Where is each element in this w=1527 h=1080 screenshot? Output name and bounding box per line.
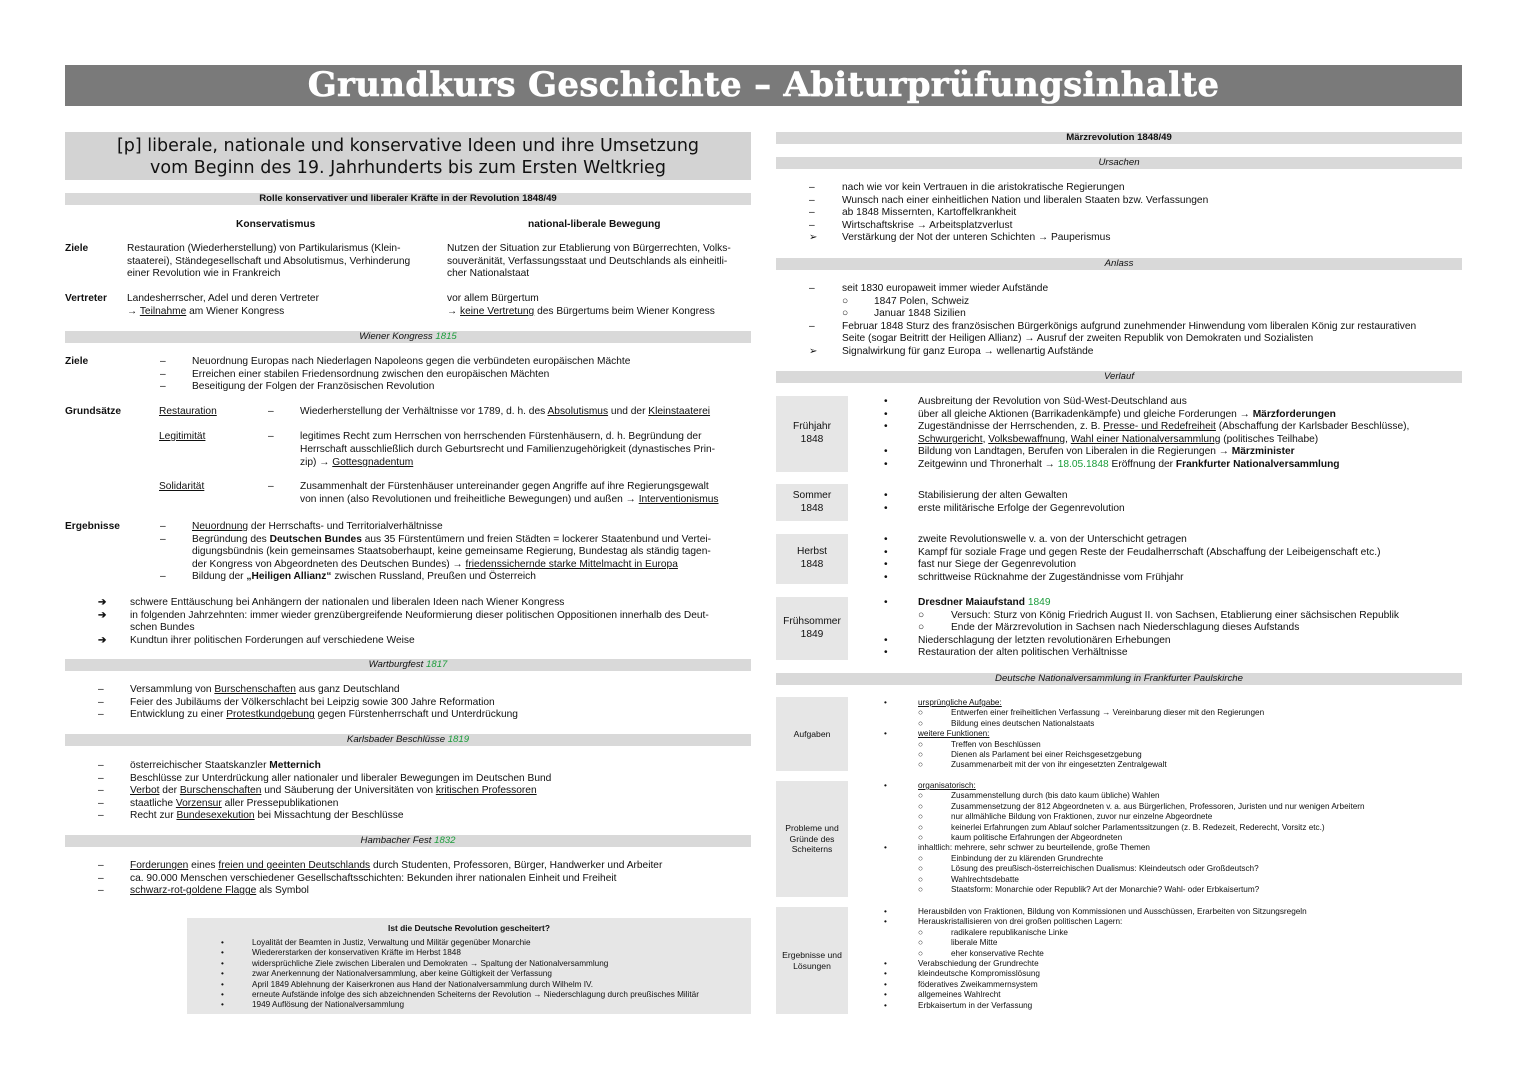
text-line: Restauration (Wiederherstellung) von Partikularismus (Klein- [127, 243, 401, 254]
ergebnis-2b: digungsbündnis (kein gemeinsames Staatsoberhaupt, keine gemeinsame Regierung, Bundestag als ständig tagen- [192, 546, 711, 558]
restauration-text: Wiederherstellung der Verhältnisse vor 1789, d. h. des Absolutismus und der Kleinstaaterei [300, 406, 711, 417]
heading-hambach: Hambacher Fest 1832 [65, 835, 751, 847]
arrow-icon: ➔ [98, 609, 107, 621]
arrow-icon: ➔ [98, 634, 107, 646]
arrow-item-2b: schen Bundes [130, 622, 195, 634]
gescheitert-box: Ist die Deutsche Revolution gescheitert? • Loyalität der Beamten in Justiz, Verwaltung und Militär gegenüber Monarchie • Wiedererstarken der konservativen Kräfte im Herbst 1848 • widersprüchliche Ziele zwischen Liberalen und Demokraten → Spaltung der Nationalversammlung • zwar Anerkennung der Nationalversammlung, aber keine Gültigkeit der Verfassung • April 1849 Ablehnung der Kaiserkronen aus Hand der Nationalversammlung durch Wilhelm IV. • erneute Aufstände infolge des sich abzeichnenden Scheiterns der Revolution → Niederschlagung durch preußisches Militär • 1949 Auflösung der Nationalversammlung [187, 918, 751, 1014]
heading-ursachen: Ursachen [776, 157, 1462, 169]
section-title [65, 132, 751, 180]
karlsbad-1: österreichischer Staatskanzler Metternich [130, 760, 321, 771]
list-item: allgemeines Wahlrecht [918, 990, 1001, 1000]
list-item: Schwurgericht, Volksbewaffnung, Wahl einer Nationalversammlung (politisches Teilhabe) [918, 433, 1319, 445]
list-item: inhaltlich: mehrere, sehr schwer zu beurteilende, große Themen [918, 843, 1150, 853]
list-item: Erbkaisertum in der Verfassung [918, 1000, 1033, 1010]
wartburg-3: Entwicklung zu einer Protestkundgebung gegen Fürstenherrschaft und Unterdrückung [130, 709, 518, 721]
list-item: fast nur Siege der Gegenrevolution [918, 559, 1077, 571]
kons-vertreter: Landesherrscher, Adel und deren Vertreter [127, 293, 319, 304]
list-item: seit 1830 europaweit immer wieder Aufstände [842, 283, 1049, 294]
list-item: Zugeständnisse der Herrschenden, z. B. Presse- und Redefreiheit (Abschaffung der Karlsbader Beschlüsse), [918, 421, 1410, 433]
list-item: widersprüchliche Ziele zwischen Liberalen und Demokraten → Spaltung der Nationalversammlung [252, 958, 609, 968]
arrow-item-3: Kundtun ihrer politischen Forderungen auf verschiedene Weise [130, 634, 415, 646]
label-solidaritaet: Solidarität [159, 481, 205, 492]
phase-fruehsommer-1849: Frühsommer 1849 [776, 597, 848, 660]
label-vertreter: Vertreter [65, 293, 107, 304]
heading-nationalversammlung: Deutsche Nationalversammlung in Frankfurter Paulskirche [776, 673, 1462, 685]
arrow-item-1: schwere Enttäuschung bei Anhängern der nationalen und liberalen Ideen nach Wiener Kongress [130, 597, 565, 608]
list-item: Versuch: Sturz von König Friedrich August II. von Sachsen, Etablierung einer sächsischen Republik [951, 609, 1399, 621]
section-title-line-2: vom Beginn des 19. Jahrhunderts bis zum Ersten Weltkrieg [150, 158, 666, 178]
lib-vertreter-2: → keine Vertretung des Bürgertums beim Wiener Kongress [447, 306, 715, 317]
konservatismus-ziele [127, 243, 437, 281]
list-item: Herauskristallisieren von drei großen politischen Lagern: [918, 917, 1123, 927]
list-item: Loyalität der Beamten in Justiz, Verwaltung und Militär gegenüber Monarchie [252, 938, 531, 947]
list-item: Kampf für soziale Frage und gegen Reste der Feudalherrschaft (Abschaffung der Leibeigenschaft etc.) [918, 546, 1381, 558]
legitimitaet-text-3: zip) → Gottesgnadentum [300, 457, 414, 468]
list-item: Ende der Märzrevolution in Sachsen nach Niederschlagung dieses Aufstands [951, 622, 1300, 634]
list-item: kaum politische Erfahrungen der Abgeordneten [951, 833, 1123, 842]
list-item: Wunsch nach einer einheitlichen Nation und liberalen Staaten bzw. Verfassungen [842, 194, 1209, 206]
phase-aufgaben: Aufgaben [776, 697, 848, 771]
list-item: erste militärische Erfolge der Gegenrevolution [918, 502, 1125, 514]
wartburg-1: Versammlung von Burschenschaften aus ganz Deutschland [130, 684, 400, 695]
list-item: Februar 1848 Sturz des französischen Bürgerkönigs aufgrund zunehmender Hinwendung vom liberalen König zur restaurativen [842, 320, 1417, 332]
list-item: Staatsform: Monarchie oder Republik? Art der Monarchie? Wahl- oder Erbkaisertum? [951, 885, 1260, 894]
list-item: Zusammenstellung durch (bis dato kaum übliche) Wahlen [951, 791, 1160, 801]
heading-verlauf: Verlauf [776, 371, 1462, 383]
text-line: staaterei), Ständegesellschaft und Absolutismus, Verhinderung [127, 255, 411, 267]
heading-wiener-kongress: Wiener Kongress 1815 [65, 331, 751, 343]
list-item: Bildung von Landtagen, Berufen von Liberalen in die Regierungen → Märzminister [918, 446, 1295, 458]
list-item: liberale Mitte [951, 938, 998, 948]
list-item: Ausbreitung der Revolution von Süd-West-Deutschland aus [918, 396, 1187, 407]
list-item: Wahlrechtsdebatte [951, 874, 1019, 884]
label-ergebnisse: Ergebnisse [65, 521, 120, 532]
list-item: ab 1848 Missernten, Kartoffelkrankheit [842, 207, 1017, 219]
solidaritaet-text-2: von innen (also Revolutionen und freiheitliche Bewegungen) und außen → Interventionismus [300, 494, 719, 505]
list-item: 1847 Polen, Schweiz [874, 295, 970, 307]
gescheitert-title: Ist die Deutsche Revolution gescheitert? [388, 923, 550, 933]
list-item: Beseitigung der Folgen der Französischen Revolution [192, 381, 435, 393]
list-item: Zeitgewinn und Thronerhalt → 18.05.1848 Eröffnung der Frankfurter Nationalversammlung [918, 459, 1340, 470]
label-restauration: Restauration [159, 406, 217, 417]
list-item: Lösung des preußisch-österreichischen Dualismus: Kleindeutsch oder Großdeutsch? [951, 864, 1259, 874]
text-line: einer Revolution wie in Frankreich [127, 268, 281, 280]
lib-vertreter: vor allem Bürgertum [447, 293, 539, 304]
list-item: erneute Aufstände infolge des sich abzeichnenden Scheiterns der Revolution → Niederschlagung durch preußisches Militär [252, 990, 699, 999]
list-item: über all gleiche Aktionen (Barrikadenkämpfe) und gleiche Forderungen → Märzforderungen [918, 408, 1336, 420]
heading-maerzrevolution: Märzrevolution 1848/49 [776, 132, 1462, 144]
list-item: ursprüngliche Aufgabe: [918, 698, 1002, 707]
list-item: Restauration der alten politischen Verhältnisse [918, 647, 1128, 659]
phase-herbst-1848: Herbst 1848 [776, 534, 848, 584]
hambach-2: ca. 90.000 Menschen verschiedener Gesellschaftsschichten: Bekunden ihrer nationalen Einheit und Freiheit [130, 872, 617, 884]
hambach-1: Forderungen eines freien und geeinten Deutschlands durch Studenten, Professoren, Bürger, Handwerker und Arbeiter [130, 860, 663, 871]
wartburg-2: Feier des Jubiläums der Völkerschlacht bei Leipzig sowie 300 Jahre Reformation [130, 696, 495, 708]
ergebnis-2c: der Kongress von Abgeordneten des Deutschen Bundes) → friedenssichernde starke Mittelmacht in Europa [192, 558, 678, 570]
list-item: Neuordnung Europas nach Niederlagen Napoleons gegen die verbündeten europäischen Mächte [192, 356, 631, 367]
col-header-konservatismus: Konservatismus [236, 219, 316, 230]
list-item: Erreichen einer stabilen Friedensordnung zwischen den europäischen Mächten [192, 368, 550, 380]
list-item: Dienen als Parlament bei einer Reichsgesetzgebung [951, 750, 1142, 759]
list-item: Wiedererstarken der konservativen Kräfte im Herbst 1848 [252, 948, 461, 958]
list-item: nach wie vor kein Vertrauen in die aristokratische Regierungen [842, 182, 1125, 193]
list-item: Signalwirkung für ganz Europa → wellenartig Aufstände [842, 346, 1094, 357]
list-item: keinerlei Erfahrungen zum Ablauf solcher Parlamentssitzungen (z. B. Redezeit, Rederecht, Vorsitz etc.) [951, 822, 1325, 832]
liberal-ziele [447, 243, 753, 281]
phase-sommer-1848: Sommer 1848 [776, 484, 848, 521]
list-item: nur allmähliche Bildung von Fraktionen, zuvor nur einzelne Abgeordnete [951, 812, 1213, 822]
ergebnis-2: Begründung des Deutschen Bundes aus 35 Fürstentümern und freien Städten = lockerer Staatenbund und Vertei- [192, 533, 712, 545]
heading-karlsbad: Karlsbader Beschlüsse 1819 [65, 734, 751, 746]
heading-wartburgfest: Wartburgfest 1817 [65, 659, 751, 671]
phase-ergebnisse: Ergebnisse und Lösungen [776, 907, 848, 1014]
heading-rolle: Rolle konservativer und liberaler Kräfte in der Revolution 1848/49 [65, 193, 751, 205]
karlsbad-5: Recht zur Bundesexekution bei Missachtung der Beschlüsse [130, 810, 404, 822]
list-item: Januar 1848 Sizilien [874, 308, 966, 320]
label-ziele: Ziele [65, 243, 89, 254]
list-item: kleindeutsche Kompromisslösung [918, 969, 1040, 979]
list-item: weitere Funktionen: [918, 729, 990, 739]
list-item: Bildung eines deutschen Nationalstaats [951, 718, 1095, 728]
phase-fruehjahr-1848: Frühjahr 1848 [776, 396, 848, 472]
label-legitimitaet: Legitimität [159, 431, 206, 442]
list-item: Entwerfen einer freiheitlichen Verfassung → Vereinbarung dieser mit den Regierungen [951, 708, 1265, 718]
list-item: zwar Anerkennung der Nationalversammlung, aber keine Gültigkeit der Verfassung [252, 969, 552, 979]
col-header-liberal: national-liberale Bewegung [528, 219, 661, 230]
kons-vertreter-2: → Teilnahme am Wiener Kongress [127, 306, 285, 317]
list-item: Zusammenarbeit mit der von ihr eingesetzten Zentralgewalt [951, 760, 1167, 770]
karlsbad-2: Beschlüsse zur Unterdrückung aller nationaler und liberaler Bewegungen im Deutschen Bund [130, 772, 552, 784]
hambach-3: schwarz-rot-goldene Flagge als Symbol [130, 885, 309, 897]
list-item: April 1849 Ablehnung der Kaiserkronen aus Hand der Nationalversammlung durch Wilhelm IV. [252, 979, 594, 989]
list-item: radikalere republikanische Linke [951, 927, 1068, 937]
arrow-icon: ➔ [98, 597, 107, 608]
heading-anlass: Anlass [776, 258, 1462, 270]
legitimitaet-text-1: legitimes Recht zum Herrschen von herrschenden Fürstenhäusern, d. h. Begründung der [300, 431, 702, 442]
list-item: eher konservative Rechte [951, 948, 1044, 958]
legitimitaet-text-2: Herrschaft ausschließlich durch Geburtsrecht und Familienzugehörigkeit (dynastisches Prin- [300, 444, 716, 455]
page-banner: Grundkurs Geschichte – Abiturprüfungsinhalte [65, 65, 1462, 106]
list-item: Zusammensetzung der 812 Abgeordneten v. a. aus Bürgerlichen, Professoren, Juristen und nur wenigen Arbeitern [951, 801, 1365, 811]
arrowhead-icon: ➢ [809, 346, 818, 357]
list-item: Treffen von Beschlüssen [951, 739, 1041, 749]
list-item: Verstärkung der Not der unteren Schichten → Pauperismus [842, 232, 1111, 244]
solidaritaet-text-1: Zusammenhalt der Fürstenhäuser untereinander gegen Angriffe auf ihre Regierungsgewalt [300, 481, 709, 492]
list-item: Niederschlagung der letzten revolutionären Erhebungen [918, 634, 1171, 646]
list-item: 1949 Auflösung der Nationalversammlung [252, 1000, 405, 1010]
list-item: Stabilisierung der alten Gewalten [918, 490, 1068, 501]
text-line: Nutzen der Situation zur Etablierung von Bürgerrechten, Volks- [447, 243, 731, 254]
list-item: zweite Revolutionswelle v. a. von der Unterschicht getragen [918, 534, 1187, 545]
list-item: schrittweise Rücknahme der Zugeständnisse vom Frühjahr [918, 571, 1184, 583]
ergebnis-3: Bildung der „Heiligen Allianz“ zwischen Russland, Preußen und Österreich [192, 571, 536, 583]
label-grundsaetze: Grundsätze [65, 406, 122, 417]
list-item: Herausbilden von Fraktionen, Bildung von Kommissionen und Ausschüssen, Erarbeiten von Sitzungsregeln [918, 907, 1307, 916]
ergebnis-1: Neuordnung der Herrschafts- und Territorialverhältnisse [192, 521, 443, 532]
section-title-line-1: [p] liberale, nationale und konservative Ideen und ihre Umsetzung [116, 136, 700, 156]
arrow-item-2: in folgenden Jahrzehnten: immer wieder grenzübergreifende Neuformierung dieser politischen Oppositionen innerhalb des Deut- [130, 609, 709, 621]
list-item: organisatorisch: [918, 781, 976, 790]
phase-probleme: Probleme und Gründe des Scheiterns [776, 781, 848, 897]
arrowhead-icon: ➢ [809, 232, 818, 244]
karlsbad-3: Verbot der Burschenschaften und Säuberung der Universitäten von kritischen Professoren [130, 785, 537, 797]
list-item: Wirtschaftskrise → Arbeitsplatzverlust [842, 219, 1013, 231]
list-item: Dresdner Maiaufstand 1849 [918, 597, 1051, 608]
label-wk-ziele: Ziele [65, 356, 89, 367]
karlsbad-4: staatliche Vorzensur aller Pressepublikationen [130, 797, 339, 809]
list-item: Verabschiedung der Grundrechte [918, 959, 1039, 968]
list-item: Seite (sogar Beitritt der Heiligen Allianz) → Ausruf der zweiten Republik von Demokraten und Sozialisten [842, 333, 1314, 345]
text-line: souveränität, Verfassungsstaat und Deutschlands als einheitli- [447, 255, 728, 267]
list-item: föderatives Zweikammernsystem [918, 979, 1038, 989]
list-item: Einbindung der zu klärenden Grundrechte [951, 853, 1104, 863]
text-line: cher Nationalstaat [447, 268, 530, 280]
